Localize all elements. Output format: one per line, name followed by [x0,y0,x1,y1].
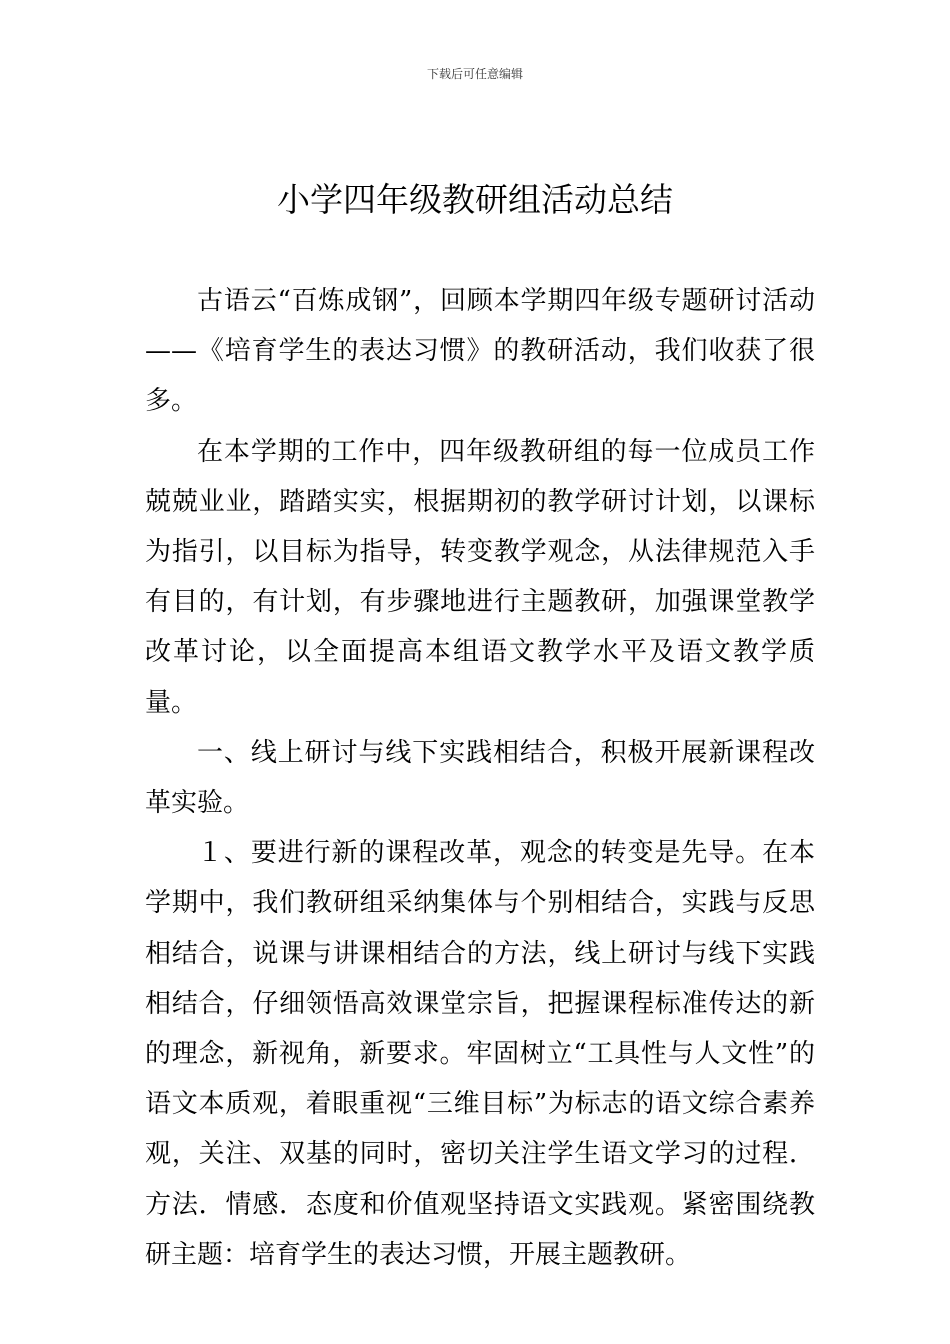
section-heading-1: 一、线上研讨与线下实践相结合，积极开展新课程改革实验。 [145,737,815,819]
paragraph-intro: 古语云“百炼成钢”，回顾本学期四年级专题研讨活动——《培育学生的表达习惯》的教研活动，我们收获了很多。 [145,286,815,417]
document-title: 小学四年级教研组活动总结 [277,180,673,219]
document-body [145,276,815,1280]
paragraph-item-1: １、要进行新的课程改革，观念的转变是先导。在本学期中，我们教研组采纳集体与个别相结合，实践与反思相结合，说课与讲课相结合的方法，线上研讨与线下实践相结合，仔细领悟高效课堂宗旨，把握课程标准传达的新的理念，新视角，新要求。牢固树立“工具性与人文性”的语文本质观，着眼重视“三维目标”为标志的语文综合素养观，关注、双基的同时，密切关注学生语文学习的过程．方法．情感．态度和价值观坚持语文实践观。紧密围绕教研主题：培育学生的表达习惯，开展主题教研。 [145,838,815,1270]
paragraph-work-overview: 在本学期的工作中，四年级教研组的每一位成员工作兢兢业业，踏踏实实，根据期初的教学研讨计划，以课标为指引，以目标为指导，转变教学观念，从法律规范入手有目的，有计划，有步骤地进行主题教研，加强课堂教学改革讨论，以全面提高本组语文教学水平及语文教学质量。 [145,436,815,718]
header-note: 下载后可任意编辑 [426,67,523,81]
